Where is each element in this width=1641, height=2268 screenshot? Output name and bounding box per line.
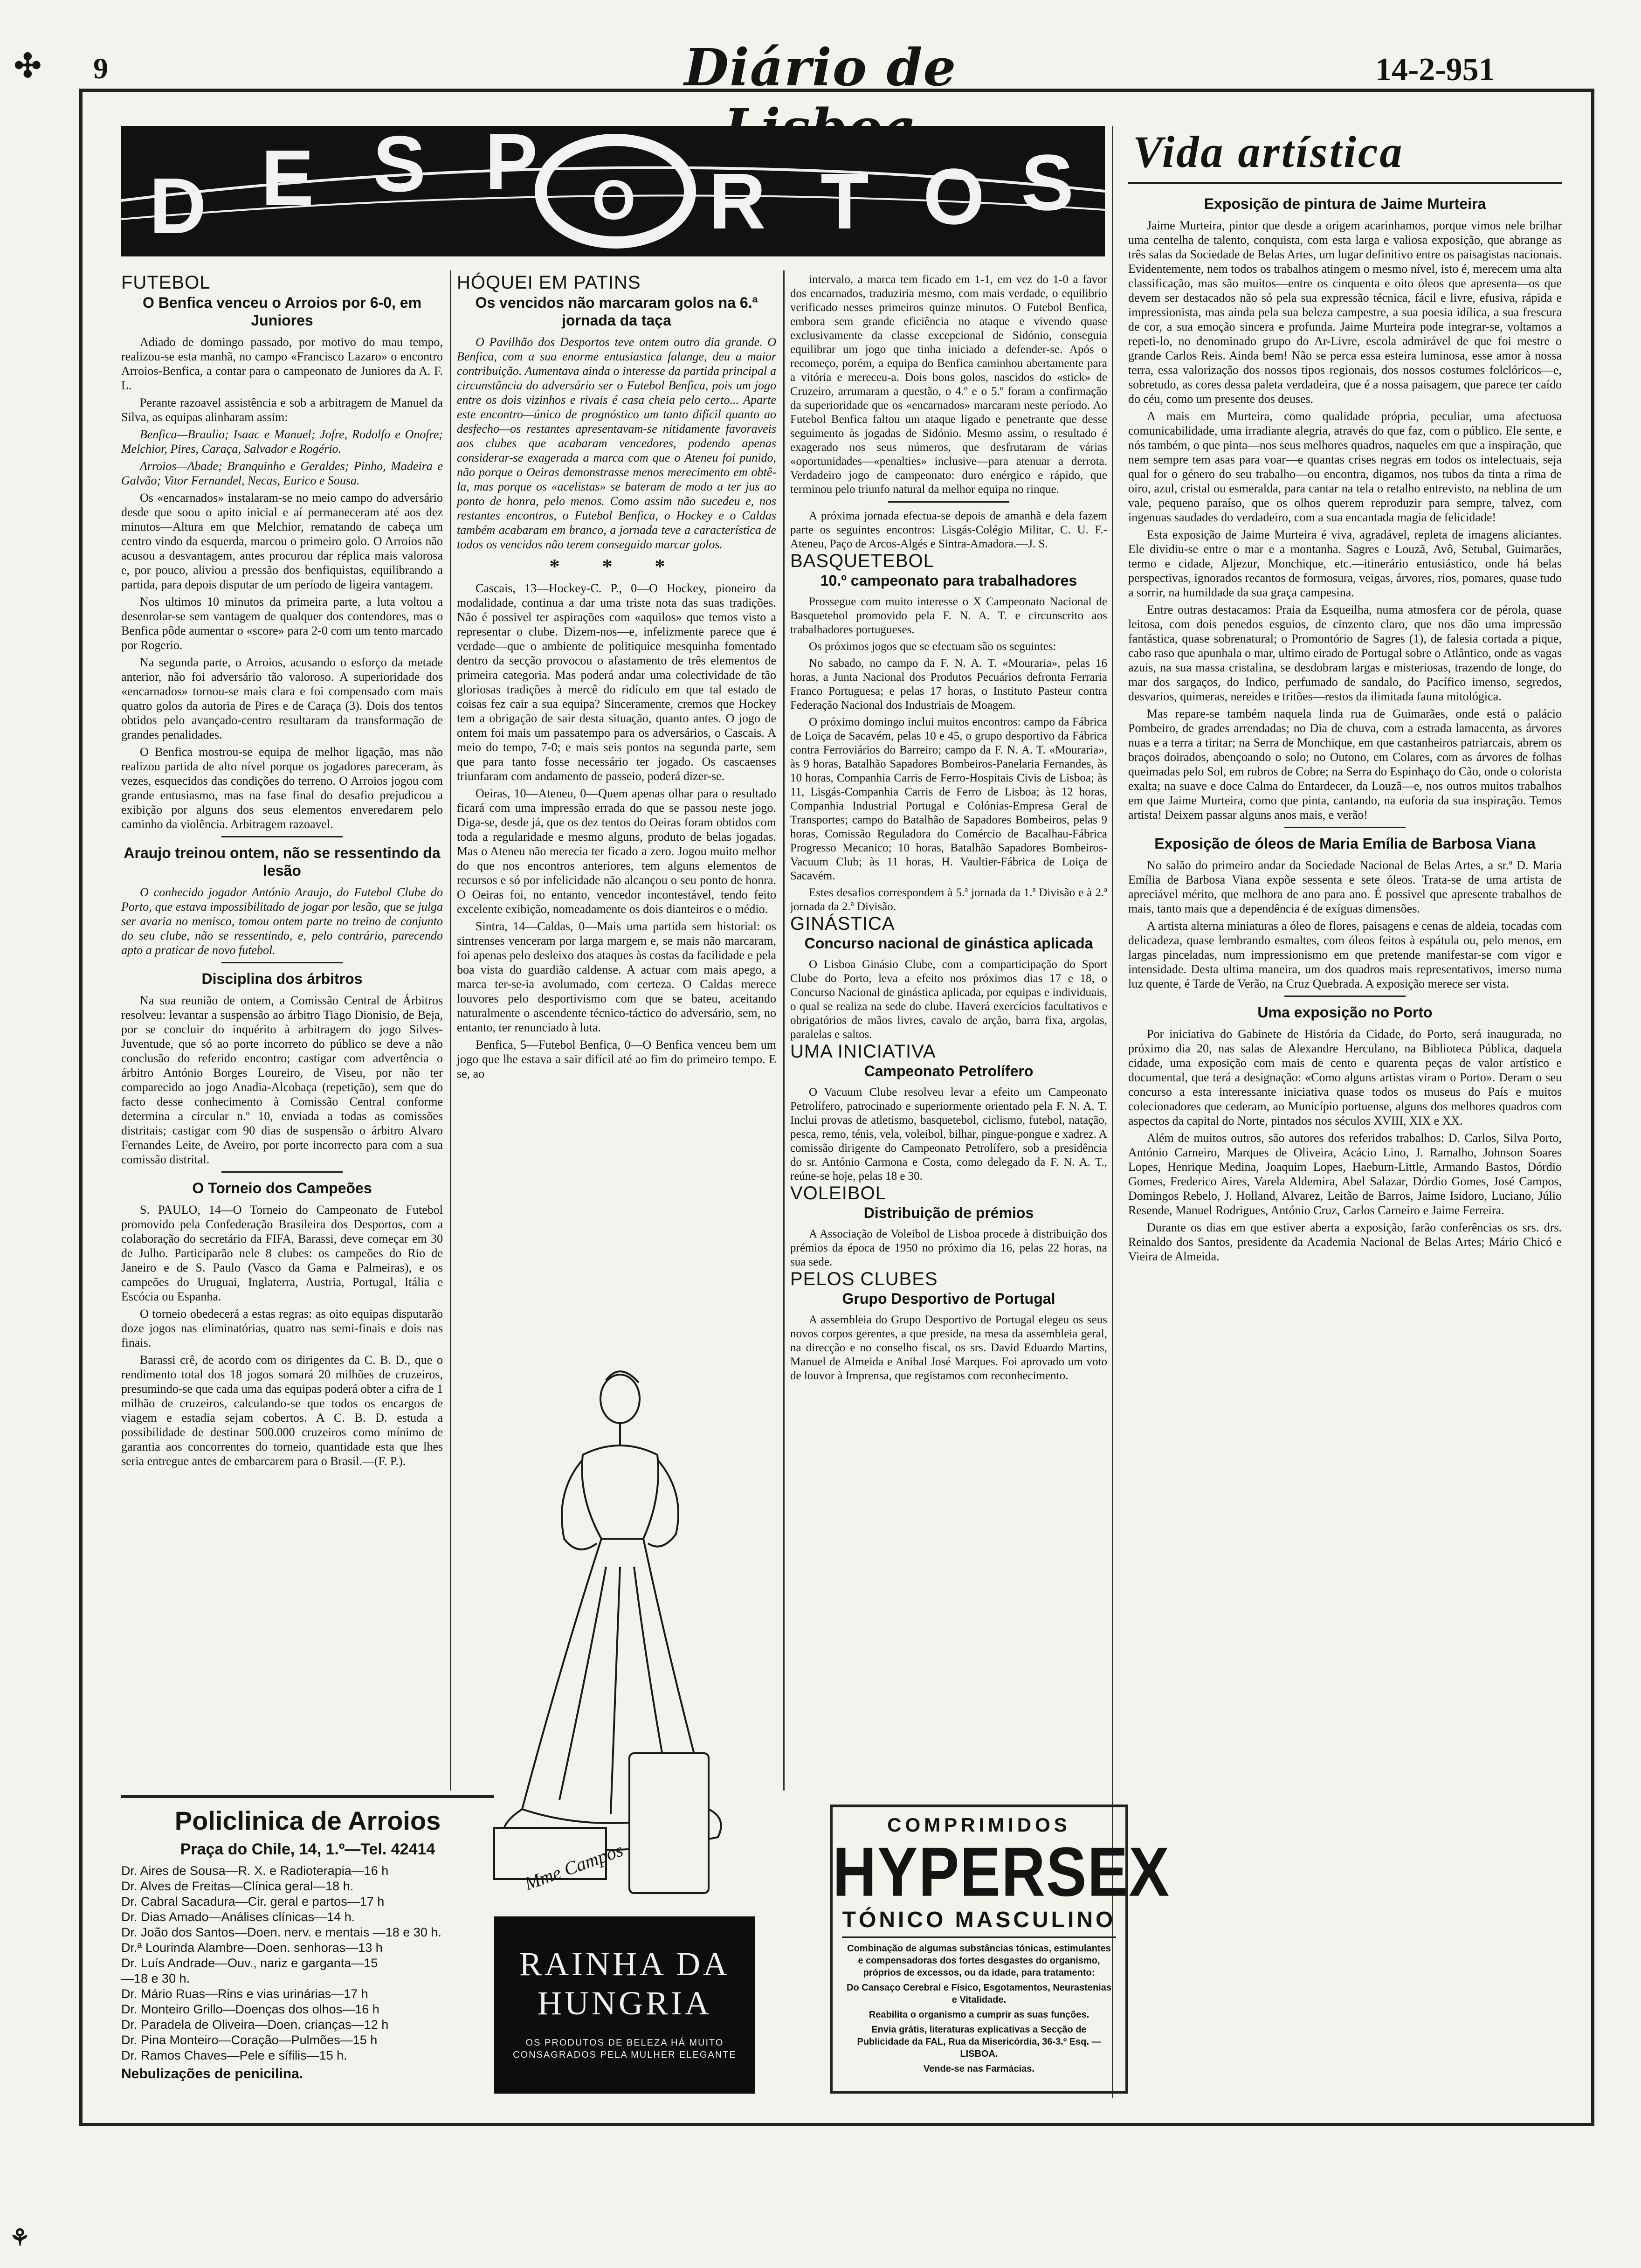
paragraph: Adiado de domingo passado, por motivo do mau tempo, realizou-se esta manhã, no campo «Francisco Lazaro» o encontro Arroios-Benfica, a contar para o campeonato de Juniores da A. F. L. xyxy=(121,335,443,392)
doctor-line: Dr. João dos Santos—Doen. nerv. e mentais —18 e 30 h. xyxy=(121,1925,441,1939)
advert-slogan: OS PRODUTOS DE BELEZA HÁ MUITO CONSAGRADOS PELA MULHER ELEGANTE xyxy=(513,2038,737,2060)
paragraph: Arroios—Abade; Branquinho e Geraldes; Pinho, Madeira e Galvão; Vitor Fernandel, Necas, Eurico e Sousa. xyxy=(121,459,443,487)
article-headline: Campeonato Petrolífero xyxy=(864,1063,1034,1079)
masthead xyxy=(0,19,1641,97)
divider xyxy=(221,836,343,837)
policlinica-advert xyxy=(121,1795,494,2084)
article-headline: Os vencidos não marcaram golos na 6.ª jornada da taça xyxy=(475,294,758,329)
divider xyxy=(1284,996,1406,997)
article-headline: Concurso nacional de ginástica aplicada xyxy=(804,935,1093,952)
section-title: VOLEIBOL xyxy=(790,1183,886,1203)
doctor-line: —18 e 30 h. xyxy=(121,1971,190,1985)
banner-letter-t: T xyxy=(820,157,869,246)
doctor-line: Dr. Paradela de Oliveira—Doen. crianças—12 h xyxy=(121,2018,389,2032)
paragraph: A Associação de Voleibol de Lisboa procede à distribuição dos prémios da época de 1950 no próximo dia 16, pelas 22 horas, na sua sede. xyxy=(790,1228,1107,1268)
section-title: FUTEBOL xyxy=(121,272,211,293)
advert-title: RAINHA DA xyxy=(519,1945,730,1983)
banner-letter-r: R xyxy=(709,157,766,246)
advert-footer: Nebulizações de penicilina. xyxy=(121,2066,303,2081)
registration-mark-icon: ✣ xyxy=(14,48,41,84)
advert-text: Combinação de algumas substâncias tónicas, estimulantes e compensadoras dos fortes desgastes do organismo, próprios de excessos, ou da idade, para tratamento: xyxy=(847,1943,1111,1978)
fashion-illustration xyxy=(466,1343,755,1968)
paragraph: No salão do primeiro andar da Sociedade Nacional de Belas Artes, a sr.ª D. Maria Emília de Barbosa Viana expõe sessenta e sete óleos. Trata-se de uma artista de apreciável mérito, que melhora de ano para ano. É possivel que apresente trabalhos de mais, tanto mais que a dependência é de exíguas dimensões. xyxy=(1128,858,1562,915)
paragraph: S. PAULO, 14—O Torneio do Campeonato de Futebol promovido pela Confederação Brasileira dos Desportos, com a colaboração do secretário da FIFA, Barassi, deve começar em 30 de Julho. Participarão nele 8 clubes: os campeões do Rio de Janeiro e de S. Paulo (Vasco da Gama e Palmeiras), e os campeões do Uruguai, Inglaterra, Austria, Portugal, Itália e Escócia ou Espanha. xyxy=(121,1203,443,1303)
doctor-line: Dr. Pina Monteiro—Coração—Pulmões—15 h xyxy=(121,2033,378,2047)
illustrator-signature: Mme Campos xyxy=(521,1839,626,1895)
issue-date: 14-2-951 xyxy=(1375,52,1495,88)
hoquei-column xyxy=(457,273,776,1084)
paragraph: Barassi crê, de acordo com os dirigentes da C. B. D., que o rendimento total dos 18 jogos somará 20 milhões de cruzeiros, presumindo-se que cada uma das equipas poderá obter a cifra de 1 milhão de cruzeiros, calculando-se que todos os encargos de viagem e estadia sejam cobertos. A C. B. D. estuda a possibilidade de destinar 500.000 cruzeiros como mínimo de garantia aos concorrentes do torneio, quantidade esta que lhes seria entregue antes de embarcarem para o Brasil.—(F. P.). xyxy=(121,1353,443,1468)
article-headline: O Benfica venceu o Arroios por 6-0, em Juniores xyxy=(142,294,422,329)
doctor-line: Dr.ª Lourinda Alambre—Doen. senhoras—13 h xyxy=(121,1941,383,1955)
section-title: UMA INICIATIVA xyxy=(790,1041,936,1062)
divider xyxy=(221,962,343,963)
desportos-banner xyxy=(121,126,1105,256)
banner-letter-d: D xyxy=(149,162,207,250)
vida-artistica-title: Vida artística xyxy=(1133,127,1404,177)
doctor-line: Dr. Aires de Sousa—R. X. e Radioterapia—16 h xyxy=(121,1864,389,1878)
section-title: HÓQUEI EM PATINS xyxy=(457,272,641,293)
advert-kicker: COMPRIMIDOS xyxy=(887,1814,1071,1836)
paragraph: Mas repare-se também naquela linda rua de Guimarães, onde está o palácio Pombeiro, de grades arrendadas; no Dia de chuva, com a estrada lamacenta, as árvores nuas e a terra a tiritar; na Serra de Monchique, em que castanheiros patriarcais, abrem os braços doirados, abençoando o solo; no Outono, em Colares, com as árvores de folhas queimadas pelo Sol, em rubros de Cobre; na Serra do Espinhaço do Cão, onde o colorista exalta; na suave e doce Calma do Entardecer, da Louzã—e, nos outros muitos trabalhos em que Jaime Murteira, como que pinta, cantando, na euforia da sua inspiração. Temos artista! Deixem passar alguns anos mais, e verão! xyxy=(1128,707,1562,822)
advert-text: Reabilita o organismo a cumprir as suas funções. xyxy=(869,2010,1089,2020)
banner-letter-p: P xyxy=(485,126,538,206)
doctor-line: Dr. Monteiro Grillo—Doenças dos olhos—16 h xyxy=(121,2002,379,2016)
paragraph: Por iniciativa do Gabinete de História da Cidade, do Porto, será inaugurada, no próximo dia 20, nas salas de Alexandre Herculano, na Biblioteca Pública, daquela cidade, uma exposição com mais de cento e quarenta peças de valor artístico e documental, que terá a designação: «Como alguns artistas viram o Porto». Deram o seu concurso a esta interessante iniciativa quase todos os museus do País e muitos colecionadores que cederam, ao Município portuense, alguns dos melhores quadros com aspectos da capital do Norte, pintados nos séculos XVIII, XIX e XX. xyxy=(1128,1027,1562,1127)
column-rule xyxy=(783,270,785,1791)
separator-stars: * * * xyxy=(549,555,684,578)
column-rule xyxy=(1112,126,1113,2098)
doctor-line: Dr. Ramos Chaves—Pele e sífilis—15 h. xyxy=(121,2048,347,2062)
paragraph: Jaime Murteira, pintor que desde a origem acarinhamos, porque vimos nele brilhar uma centelha de talento, conquista, com esta larga e valiosa exposição, que abrange as três salas da Sociedade de Belas Artes, um lugar definitivo entre os paisagistas nacionais. Evidentemente, nem todos os trabalhos atingem o mesmo nível, isto é, merecem uma alta classificação, mas são muitos—entre os cinquenta e oito óleos que apresenta—os que devem ser destacados não só pela sua expressão técnica, fácil e livre, efusiva, rápida e impressionista, mas ainda pela sua beleza campestre, a sua poesia idílica, a sua frescura de cor, a sua emoção sincera e profunda. Jaime Murteira pode integrar-se, voltamos a repeti-lo, no denominado grupo do Ar-Livre, escola admirável de que foi mestre o grande Carlos Reis. Ainda bem! Não se perca essa esteira luminosa, esse amor à nossa terra, essa valorização dos nossos tipos regionais, dos nossos costumes folclóricos—e, sobretudo, as cores dessa paleta verdadeira, que é a nossa paisagem, que parece ter caído do céu, como um presente dos deuses. xyxy=(1128,219,1562,406)
paragraph: Na sua reunião de ontem, a Comissão Central de Árbitros resolveu: levantar a suspensão ao árbitro Tiago Dionisio, de Beja, por se concluir do inquérito à arbitragem do jogo Silves-Juventude, que só ao porte incorreto do público se deve a não conclusão do referido encontro; castigar com advertência o árbitro António Borges Loureiro, de Viseu, por não ter comparecido ao jogo Anadia-Alcobaça (repetição), sem que do facto desse conhecimento à Comissão Central conforme determina a circular n.º 10, enviada a todas as comissões distritais; castigar com 90 dias de suspensão o árbitro Alvaro Fernandes Leite, de Aveiro, por porte incorrecto para com a sua comissão distrital. xyxy=(121,994,443,1166)
paragraph: Entre outras destacamos: Praia da Esqueilha, numa atmosfera cor de pérola, quase leitosa, com dois penedos esguios, de cinzento claro, que nos dão uma impressão fantástica, quase sobrenatural; o Promontório de Sagres (1), de falesia cortada a pique, cabo raso que apunhala o mar, ultimo eirado de Portugal sobre o Atlântico, onde as vagas azuis, na sua massa cristalina, se desdobram largas e misteriosas, trazendo de longe, do mar dos sargaços, do Indico, perfumado de sandalo, do Pacífico imenso, segredos, desvarios, quimeras, nereides e tritões—restos da ilimitada fauna mitológica. xyxy=(1128,603,1562,703)
paragraph: O Vacuum Clube resolveu levar a efeito um Campeonato Petrolífero, patrocinado e superiormente orientado pela F. N. A. T. Inclui provas de atletismo, basquetebol, ciclismo, futebol, natação, pesca, remo, ténis, vela, voleibol, bilhar, pingue-pongue e xadrez. A comissão dirigente do Campeonato Petrolífero, sob a presidência do sr. António Carmona e Costa, como delegado da F. N. A. T., reúne-se hoje, pelas 18 e 30. xyxy=(790,1086,1107,1182)
paragraph: Oeiras, 10—Ateneu, 0—Quem apenas olhar para o resultado ficará com uma impressão errada do que se passou neste jogo. Diga-se, desde já, que os dez tentos do Oeiras foram obtidos com toda a regularidade e mesmo alguns, produto de belas jogadas. Mas o Ateneu não merecia ter ficado a zero. Jogou muito melhor do que nos encontros anteriores, tem alguns elementos de recursos e só por infelicidade não alcançou o seu ponto de honra. O Oeiras foi, no entanto, vencedor incontestável, tendo feito excelente exibição, nomeadamente os dois dianteiros e o médio. xyxy=(457,787,776,916)
paragraph: O conhecido jogador António Araujo, do Futebol Clube do Porto, que estava impossibilitado de jogar por lesão, que se julga ser avaria no menisco, tomou ontem parte no treino de conjunto do seu clube, não se ressentindo, e, pelo contrário, parecendo apto a praticar de novo futebol. xyxy=(121,885,443,957)
rainha-hungria-advert xyxy=(494,1916,755,2094)
paragraph: A mais em Murteira, como qualidade própria, peculiar, uma afectuosa comunicabilidade, uma irradiante alegria, através do que faz, com o público. Ele sente, e nós também, o que pinta—nos seus melhores quadros, naqueles em que a inspiração, que nem sempre tem asas para voar—e quantas crises negras em todos os intelectuais, seja qual for o género do seu trabalho—ou encontra, digamos, nos tubos da tinta a rima de oiro, azul, cristal ou esmeralda, para cantar na tela o retalho entrevisto, na neblina de um vale, pequeno paraíso, que os olhos querem reproduzir para sempre, talvez, com ingenuas saudades do verdadeiro, com a sua encantada magia de felicidade! xyxy=(1128,409,1562,524)
futebol-column xyxy=(121,273,443,1471)
section-title: BASQUETEBOL xyxy=(790,551,934,571)
vida-artistica-column xyxy=(1128,191,1562,1266)
advert-title: HUNGRIA xyxy=(538,1984,712,2022)
vida-rule xyxy=(1128,182,1562,184)
paragraph: Na segunda parte, o Arroios, acusando o esforço da metade anterior, não foi adversário tão valoroso. A superioridade dos «encarnados» tornou-se mais clara e foi compensado com mais quatro golos da autoria de Pires e de Caraça (3). Dois dos tentos obtidos pelo avançado-centro resultaram da transformação de grandes penalidades. xyxy=(121,656,443,741)
advert-text: Envia grátis, literaturas explicativas a Secção de Publicidade da FAL, Rua da Misericórdia, 36-3.º Esq. — LISBOA. xyxy=(857,2025,1101,2059)
paragraph: intervalo, a marca tem ficado em 1-1, em vez do 1-0 a favor dos encarnados, traduziria mesmo, com mais verdade, o equilibrio verificado nesses primeiros quinze minutos. O Futebol Benfica, embora sem grande eficiência no ataque e vivendo quase exclusivamente da classe excepcional de Sidónio, conseguia equilibrar um jogo que tinha iniciado a defender-se. Após o recomeço, porém, a equipa do Benfica caminhou abertamente para a vitória e mereceu-a. Dois bons golos, nascidos do «stick» de Cruzeiro, arrumaram a questão, o 4.º e o 5.º foram a confirmação da superioridade que os «encarnados» marcaram neste período. Ao Futebol Benfica faltou um ataque ligado e penetrante que desse seguimento às jogadas de Sidónio. Mesmo assim, o resultado é exagerado nos seus números, que desfrutaram de várias «oportunidades—«penalties» inclusive—para atenuar a derrota. Verdadeiro jogo de campeonato: duro enérgico e rápido, que terminou pelo triunfo natural da melhor equipa no rinque. xyxy=(790,273,1107,496)
advert-text: Vende-se nas Farmácias. xyxy=(924,2064,1034,2074)
banner-letter-s2: S xyxy=(1021,138,1074,227)
paragraph: Perante razoavel assistência e sob a arbitragem de Manuel da Silva, as equipas alinharam assim: xyxy=(121,396,443,424)
doctor-line: Dr. Mário Ruas—Rins e vias urinárias—17 h xyxy=(121,1987,368,2001)
article-headline: Exposição de pintura de Jaime Murteira xyxy=(1204,195,1486,212)
paragraph: O torneio obedecerá a estas regras: as oito equipas disputarão doze jogos nas eliminatórias, quatro nas semi-finais e dois nas finais. xyxy=(121,1307,443,1349)
advert-address: Praça do Chile, 14, 1.º—Tel. 42414 xyxy=(180,1840,435,1858)
paragraph: A próxima jornada efectua-se depois de amanhã e dela fazem parte os seguintes encontros: Lisgás-Colégio Militar, C. U. F.-Ateneu, Paço de Arcos-Algés e Sintra-Amadora.—J. S. xyxy=(790,510,1107,550)
advert-subtitle: TÓNICO MASCULINO xyxy=(842,1907,1116,1938)
section-title: GINÁSTICA xyxy=(790,913,895,934)
paragraph: A artista alterna miniaturas a óleo de flores, paisagens e cenas de aldeia, tocadas com delicadeza, quase lembrando esmaltes, com óleos feitos à espátula ou, pelo menos, em largas pinceladas, num impressionismo em que pretende manifestar-se com vigor e intensidade. Desta ultima maneira, um dos quadros mais representativos, imerso numa luz quente, é Tarde de Verão, na Cruz Quebrada. A exposição merece ser vista. xyxy=(1128,919,1562,990)
banner-letter-o: O xyxy=(592,169,636,231)
doctor-line: Dr. Alves de Freitas—Clínica geral—18 h. xyxy=(121,1879,354,1893)
article-headline: O Torneio dos Campeões xyxy=(192,1180,372,1196)
advert-brand: HYPERSEX xyxy=(833,1832,1171,1911)
banner-letter-o2: O xyxy=(923,152,985,241)
doctor-line: Dr. Luís Andrade—Ouv., nariz e garganta—15 xyxy=(121,1956,378,1970)
paragraph: Nos ultimos 10 minutos da primeira parte, a luta voltou a desenrolar-se sem vantagem de qualquer dos contendores, mas o Benfica pôde aumentar o «score» para 2-0 com um tento marcado por Rogerio. xyxy=(121,595,443,652)
paragraph: Estes desafios correspondem à 5.ª jornada da 1.ª Divisão e à 2.ª jornada da 2.ª Divisão. xyxy=(790,886,1107,913)
article-headline: Uma exposição no Porto xyxy=(1257,1004,1433,1021)
article-headline: Exposição de óleos de Maria Emília de Barbosa Viana xyxy=(1154,835,1536,852)
article-headline: Araujo treinou ontem, não se ressentindo da lesão xyxy=(124,844,441,879)
paragraph: Sintra, 14—Caldas, 0—Mais uma partida sem historial: os sintrenses venceram por larga margem e, se mais não marcaram, foi apenas pelo desleixo dos ataques às costas da facilidade e pela boa vista do guardião caldense. A actuar com mais apego, a marca ter-se-ia avolumado, com certeza. O Caldas merece louvores pelo desportivismo com que se bateu, aceitando naturalmente o ascendente técnico-táctico do adversário, sem, no entanto, ter renunciado à luta. xyxy=(457,920,776,1034)
desportos-column-3 xyxy=(790,273,1107,1386)
paragraph: Os próximos jogos que se efectuam são os seguintes: xyxy=(809,640,1056,653)
article-headline: Grupo Desportivo de Portugal xyxy=(842,1290,1055,1307)
desportos-banner-graphic xyxy=(121,126,1105,256)
column-rule xyxy=(450,270,451,1791)
registration-mark-icon: ⚘ xyxy=(9,2225,30,2251)
paragraph: O Benfica mostrou-se equipa de melhor ligação, mas não realizou partida de alto nível porque os jogadores pareceram, às vezes, esquecidos das condições do terreno. O Arroios jogou com grande entusiasmo, mas na fase final do desafio prejudicou a exibição por alguns dos seus elementos enveredarem pelo caminho da violência. Arbitragem razoavel. xyxy=(121,745,443,831)
paragraph: Além de muitos outros, são autores dos referidos trabalhos: D. Carlos, Silva Porto, António Carneiro, Marques de Oliveira, Acácio Lino, J. Ramalho, Johnson Soares Lopes, Henrique Medina, Joaquim Lopes, Haeburn-Little, Armando Bastos, Dórdio Gomes, Frederico Aires, Varela Aldemira, Abel Salazar, Dórdio Gomes, José Campos, Domingos Rebelo, J. Holland, Alvarez, Leitão de Barros, Jaime Isidoro, Luciano, Júlio Resende, Manuel Rodrigues, António Cruz, Carlos Carneiro e Jaime Ferreira. xyxy=(1128,1131,1562,1217)
paragraph: Benfica—Braulio; Isaac e Manuel; Jofre, Rodolfo e Onofre; Melchior, Pires, Caraça, Salvador e Rogério. xyxy=(121,428,443,456)
paragraph: Esta exposição de Jaime Murteira é viva, agradável, repleta de imagens aliciantes. Ele dividiu-se entre o mar e a montanha. Sagres e Louzã, Avô, Setubal, Guimarães, termo e cidade, Aljezur, Monchique, etc.—itinerário entusiástico, onde há belas perspectivas, ignorados recantos de formosura, veigas, árvores, rios, pomares, quase tudo a sorrir, na humildade da sua graça campesina. xyxy=(1128,528,1562,599)
article-headline: Distribuição de prémios xyxy=(863,1204,1034,1221)
page-number: 9 xyxy=(93,52,108,85)
doctor-line: Dr. Cabral Sacadura—Cir. geral e partos—17 h xyxy=(121,1895,385,1908)
paragraph: O Pavilhão dos Desportos teve ontem outro dia grande. O Benfica, com a sua enorme entusiastica falange, deu a maior contribuição. Aumentava ainda o interesse da partida principal a circunstância do adversário ser o Futebol Benfica, pois um jogo entre os dois vizinhos e rivais é casa cheia pelo certo... Aparte este encontro—único de prognóstico um tanto difícil quanto ao desfecho—os restantes apresentavam-se nitidamente favoraveis aos clubes que acabaram vencedores, podendo apenas considerar-se exagerada a marca com que o Ateneu foi punido, não porque o Oeiras demonstrasse menos merecimento em obtê-la, mas porque os «acelistas» se bateram de modo a ter jus ao ponto de honra, pelo menos. Como assim não sucedeu e, nos restantes encontros, o Futebol Benfica, o Hockey e o Caldas também acabaram em branco, a jornada teve a característica de todos os vencidos não terem conseguido marcar golos. xyxy=(457,335,776,551)
paragraph: No sabado, no campo da F. N. A. T. «Mouraria», pelas 16 horas, a Junta Nacional dos Produtos Pecuários defronta Ferraria Franco Portuguesa; e pelas 17 horas, o Instituto Pasteur contra Federação Nacional dos Industriais de Moagem. xyxy=(790,657,1107,712)
paragraph: O Lisboa Ginásio Clube, com a comparticipação do Sport Clube do Porto, leva a efeito nos próximos dias 17 e 18, o Concurso Nacional de ginástica aplicada, por equipas e individuais, o qual se realiza na sede do clube. Haverá exercícios facultativos e obrigatórios de mãos livres, cavalo de arção, barra fixa, argolas, paralelas e saltos. xyxy=(790,958,1107,1041)
paragraph: O próximo domingo inclui muitos encontros: campo da Fábrica de Loiça de Sacavém, pelas 10 e 45, o grupo desportivo da Fábrica contra Ferroviários do Barreiro; campo da F. N. A. T. «Mouraria», às 9 horas, Batalhão Sapadores Bombeiros-Panelaria Fernandes, às 10 horas, Companhia Carris de Ferro-Hospitais Civis de Lisboa; às 11, Lisgás-Companhia Carris de Ferro de Lisboa; às 12 horas, Companhia Industrial Portugal e Colónias-Empresa Geral de Transportes; campo do Batalhão de Sapadores Bombeiros, pelas 9 horas, Comissão Reguladora do Comércio de Bacalhau-Fábrica Progresso Mecanico; 10 horas, Batalhão Sapadores Bombeiros-Vacuum Club; às 11 horas, H. Vaultier-Fábrica de Loiça de Sacavém. xyxy=(790,716,1107,882)
divider xyxy=(221,1171,343,1173)
divider xyxy=(1284,827,1406,828)
article-headline: 10.º campeonato para trabalhadores xyxy=(820,572,1077,589)
divider xyxy=(888,501,1009,503)
advert-title: Policlinica de Arroios xyxy=(174,1806,441,1835)
paragraph: Benfica, 5—Futebol Benfica, 0—O Benfica venceu bem um jogo que lhe estava a sair difícil até ao fim do primeiro tempo. E se, ao xyxy=(457,1038,776,1080)
paragraph: A assembleia do Grupo Desportivo de Portugal elegeu os seus novos corpos gerentes, a que preside, na mesa da assembleia geral, na direcção e no conselho fiscal, os srs. David Eduardo Martins, Manuel de Almeida e Anibal José Marques. Foi aprovado um voto de louvor à Imprensa, que registamos com reconhecimento. xyxy=(790,1314,1107,1382)
paragraph: Cascais, 13—Hockey-C. P., 0—O Hockey, pioneiro da modalidade, continua a dar uma triste nota das suas tradições. Não é possivel ter aspirações com «aquilos» que temos visto a representar o clube. Dizem-nos—e, infelizmente parece que é verdade—que o ambiente de politiquice mesquinha fomentado dentro da secção provocou o afastamento de três elementos de primeira categoria. Mas poderá andar uma colectividade de tão gloriosas tradições à mercê do ridículo em que tal estado de coisas fez cair a sua equipa? Sinceramente, cremos que Hockey tem a obrigação de sair desta situação, quanto antes. O jogo de ontem foi mais um passatempo para os adversários, o Cascais. A meio do tempo, 7-0; e mais seis pontos na segunda parte, sem que para tanto fosse necessário ter jogado. Os cascaenses triunfaram com andamento de passeio, poderá dizer-se. xyxy=(457,581,776,783)
paragraph: Os «encarnados» instalaram-se no meio campo do adversário desde que soou o apito inicial e aí permaneceram até aos dez minutos—Altura em que Melchior, rematando de cabeça um centro vindo da esquerda, marcou o primeiro golo. O Arroios não acusou a desvantagem, antes procurou dar réplica mais valorosa e, por pouco, aliviou a pressão dos benfiquistas, equilibrando a partida, para depois disputar de um período de ligeira vantagem. xyxy=(121,491,443,591)
paragraph: Prossegue com muito interesse o X Campeonato Nacional de Basquetebol promovido pela F. N. A. T. e circunscrito aos trabalhadores portugueses. xyxy=(790,595,1107,636)
banner-letter-s: S xyxy=(373,126,426,208)
doctor-list xyxy=(121,1863,494,2063)
advert-text: Do Cansaço Cerebral e Físico, Esgotamentos, Neurastenias e Vitalidade. xyxy=(847,1983,1111,2005)
newspaper-title: Diário de xyxy=(684,37,957,97)
doctor-line: Dr. Dias Amado—Análises clínicas—14 h. xyxy=(121,1910,355,1924)
article-headline: Disciplina dos árbitros xyxy=(201,970,363,987)
paragraph: Durante os dias em que estiver aberta a exposição, farão conferências os srs. drs. Reinaldo dos Santos, presidente da Academia Nacional de Belas Artes; Mário Chicó e Vieira de Almeida. xyxy=(1128,1221,1562,1263)
section-title: PELOS CLUBES xyxy=(790,1269,938,1289)
hypersex-advert xyxy=(830,1805,1171,2094)
banner-letter-e: E xyxy=(261,134,314,222)
